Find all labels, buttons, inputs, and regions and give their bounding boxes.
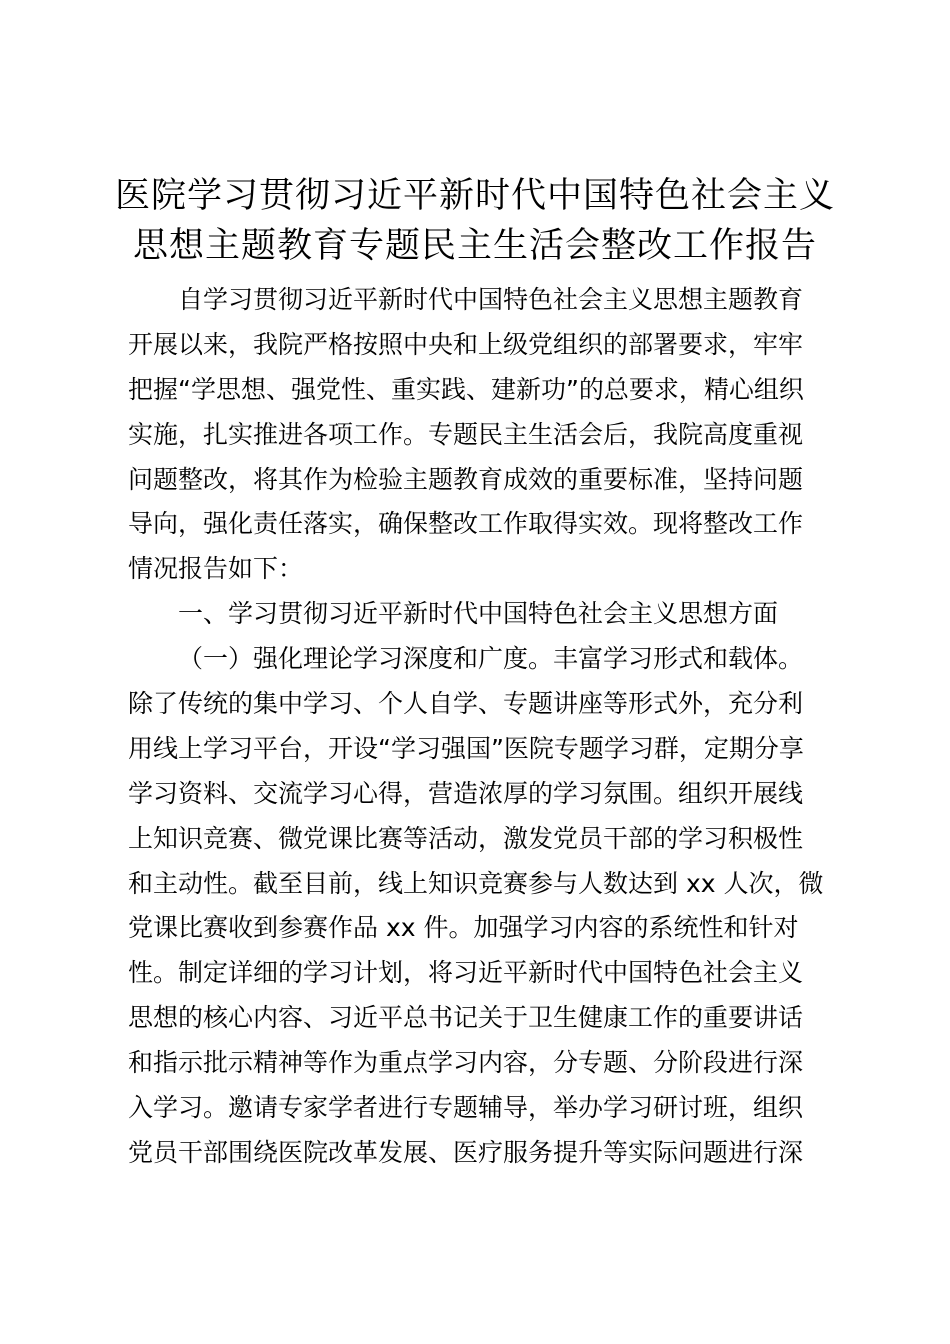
paragraph-line: 问题整改，将其作为检验主题教育成效的重要标准，坚持问题: [128, 464, 804, 494]
paragraph-line: 和指示批示精神等作为重点学习内容，分专题、分阶段进行深: [128, 1048, 804, 1078]
paragraph-line: 上知识竞赛、微党课比赛等活动，激发党员干部的学习积极性: [128, 823, 804, 853]
paragraph-line: 和主动性。截至目前，线上知识竞赛参与人数达到 xx 人次，微: [128, 868, 824, 898]
paragraph-line: 实施，扎实推进各项工作。专题民主生活会后，我院高度重视: [128, 419, 804, 449]
document-title-line-2: 思想主题教育专题民主生活会整改工作报告: [132, 226, 817, 266]
paragraph-line: 党员干部围绕医院改革发展、医疗服务提升等实际问题进行深: [128, 1137, 804, 1167]
paragraph-line: 性。制定详细的学习计划，将习近平新时代中国特色社会主义: [128, 958, 804, 988]
paragraph-line: 导向，强化责任落实，确保整改工作取得实效。现将整改工作: [128, 509, 804, 539]
paragraph-line: 党课比赛收到参赛作品 xx 件。加强学习内容的系统性和针对: [128, 913, 799, 943]
paragraph-line: 思想的核心内容、习近平总书记关于卫生健康工作的重要讲话: [128, 1003, 804, 1033]
paragraph-line: 除了传统的集中学习、个人自学、专题讲座等形式外，充分利: [128, 689, 804, 719]
section-heading: 一、学习贯彻习近平新时代中国特色社会主义思想方面: [178, 599, 779, 629]
paragraph-line: 入学习。邀请专家学者进行专题辅导，举办学习研讨班，组织: [128, 1093, 804, 1123]
document-title-line-1: 医院学习贯彻习近平新时代中国特色社会主义: [114, 176, 835, 216]
paragraph-line: 自学习贯彻习近平新时代中国特色社会主义思想主题教育: [178, 285, 804, 314]
paragraph-line: 学习资料、交流学习心得，营造浓厚的学习氛围。组织开展线: [128, 778, 804, 808]
paragraph-line: 开展以来，我院严格按照中央和上级党组织的部署要求，牢牢: [128, 329, 804, 359]
paragraph-line: 情况报告如下：: [128, 554, 304, 584]
paragraph-line: 用线上学习平台，开设“学习强国”医院专题学习群，定期分享: [128, 733, 804, 763]
subsection-heading: （一）强化理论学习深度和广度。丰富学习形式和载体。: [178, 644, 804, 674]
document-body: [128, 278, 828, 1176]
paragraph-line: 把握“学思想、强党性、重实践、建新功”的总要求，精心组织: [128, 374, 804, 404]
